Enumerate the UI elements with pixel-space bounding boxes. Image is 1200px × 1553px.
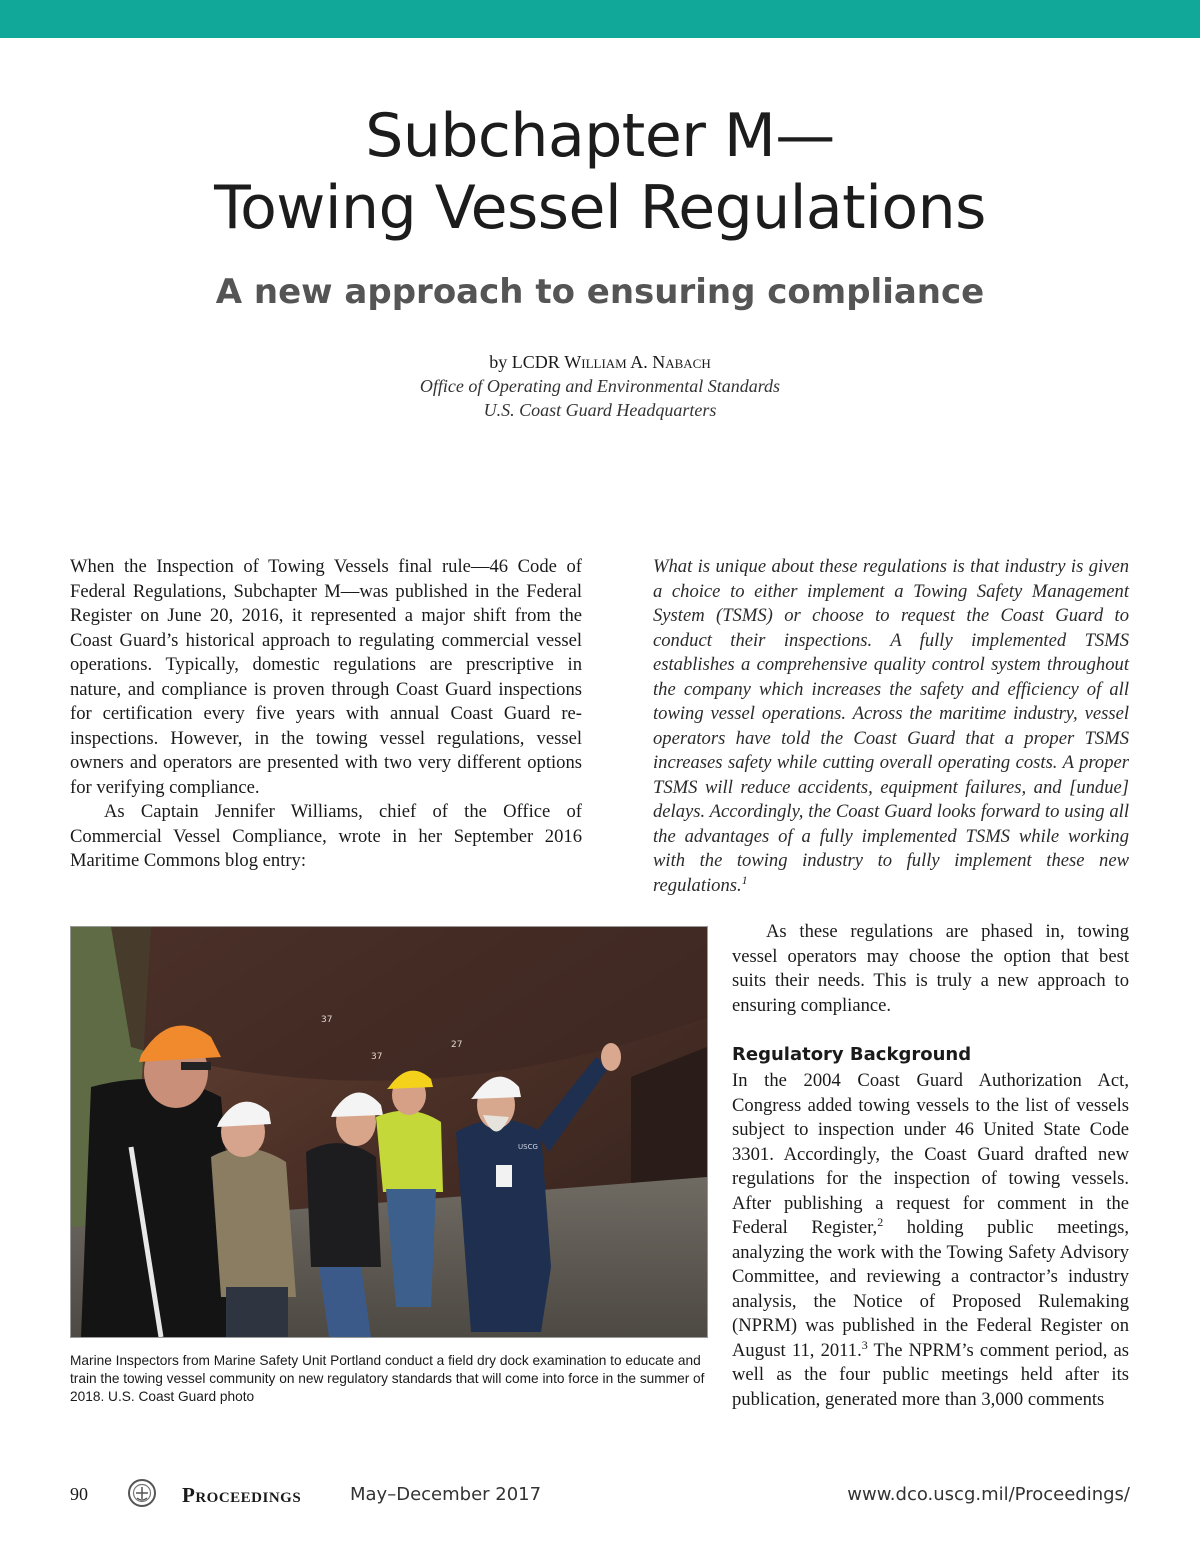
page-footer (70, 1478, 1130, 1514)
hull-marking-1: 37 (321, 1015, 333, 1025)
body-paragraph-4: In the 2004 Coast Guard Authorization Act, Congress added towing vessels to the list of vessels subject to inspection under 46 United State Code 3301. Accordingly, the Coast Guard drafted new regulations for the inspection of towing vessels. After publishing a request for comment in the Federal Register,$^2$ holding public meetings, analyzing the work with the Towing Safety Advisory Committee, and reviewing a contractor’s industry analysis, the Notice of Proposed Rulemaking (NPRM) was published in the Federal Register on August 11, 2011.$^3$ The NPRM’s comment period, as well as the four public meetings held after its publication, generated more than 3,000 comments (732, 1070, 1130, 1410)
hull-marking-2: 37 (371, 1052, 383, 1062)
byline (0, 350, 1200, 422)
author-name: William A. Nabach (564, 352, 711, 372)
footnote-ref-1: 1 (741, 872, 748, 887)
publication-name: Proceedings (182, 1483, 302, 1507)
footnote-ref-2: 2 (877, 1214, 884, 1229)
article-subtitle: A new approach to ensuring compliance (215, 272, 985, 312)
footnote-ref-3: 3 (861, 1337, 868, 1352)
body-paragraph-3: As these regulations are phased in, towing vessel operators may choose the option that best suits their needs. This is truly a new approach to ensuring compliance. (732, 921, 1129, 1016)
author-affiliation-hq: U.S. Coast Guard Headquarters (483, 400, 717, 420)
uscg-sleeve-patch: USCG (518, 1143, 538, 1151)
body-column-right (732, 920, 1129, 1412)
top-color-bar (0, 0, 1200, 38)
issue-date: May–December 2017 (350, 1484, 542, 1505)
inspection-photo (70, 926, 708, 1338)
author-affiliation-office: Office of Operating and Environmental Standards (419, 376, 781, 396)
body-column-left (70, 555, 582, 874)
photo-caption: Marine Inspectors from Marine Safety Unit Portland conduct a field dry dock examination to educate and train the towing vessel community on new regulatory standards that will come into force in the summer of 2018. U.S. Coast Guard photo (70, 1353, 705, 1404)
quote-text: What is unique about these regulations is that industry is given a choice to either implement a Towing Safety Management System (TSMS) or choose to request the Coast Guard to conduct their inspections. A fully implemented TSMS establishes a comprehensive quality control system throughout the company which increases the safety and efficiency of all towing vessel operations. Across the maritime industry, vessel operators have told the Coast Guard that a proper TSMS increases safety while cutting overall operating costs. A proper TSMS will reduce accidents, equipment failures, and [undue] delays. Accordingly, the Coast Guard looks forward to using all the advantages of a fully implemented TSMS while working with the towing industry to fully implement these new regulations. (653, 556, 1129, 896)
body-paragraph-2: As Captain Jennifer Williams, chief of the Office of Commercial Vessel Compliance, wrote in her September 2016 Maritime Commons blog entry: (70, 801, 582, 871)
article-title-line1: Subchapter M— (365, 101, 835, 171)
page-number: 90 (70, 1484, 88, 1504)
article-title-line2: Towing Vessel Regulations (214, 173, 986, 243)
website-url: www.dco.uscg.mil/Proceedings/ (847, 1484, 1130, 1505)
section-heading: Regulatory Background (732, 1044, 972, 1065)
hull-marking-3: 27 (451, 1040, 463, 1050)
block-quote (653, 555, 1129, 898)
coast-guard-seal-icon (127, 1478, 157, 1508)
body-paragraph-1: When the Inspection of Towing Vessels final rule—46 Code of Federal Regulations, Subchapter M—was published in the Federal Register on June 20, 2016, it represented a major shift from the Coast Guard’s historical approach to regulating commercial vessel operations. Typically, domestic regulations are prescriptive in nature, and compliance is proven through Coast Guard inspections for certification every five years with annual Coast Guard re-inspections. However, in the towing vessel regulations, vessel owners and operators are presented with two very different options for verifying compliance. (70, 556, 582, 798)
byline-prefix: by LCDR (489, 352, 565, 372)
